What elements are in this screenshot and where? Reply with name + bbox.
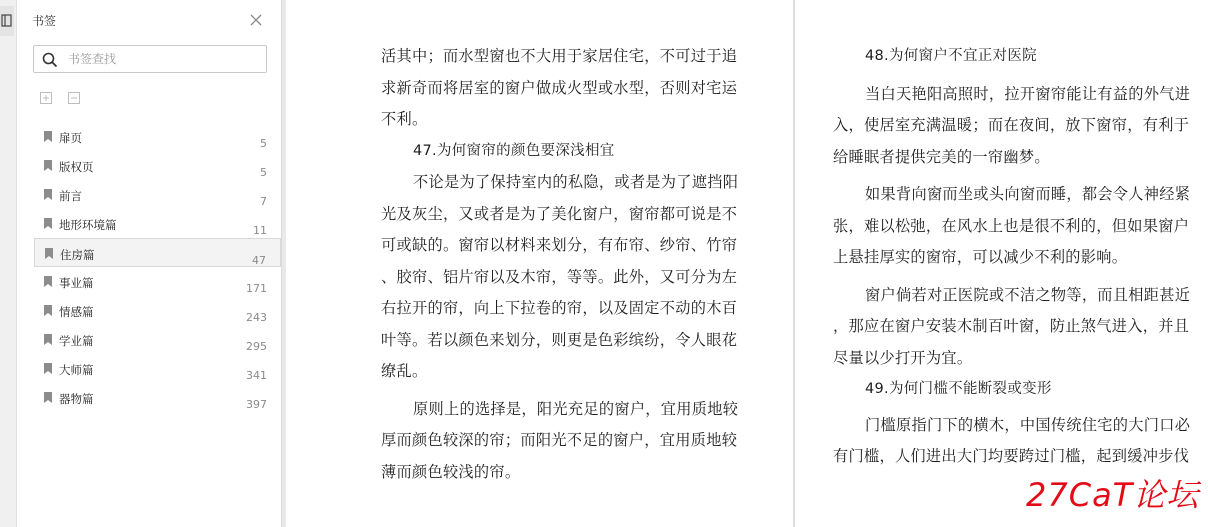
bookmark-item[interactable] (34, 267, 281, 296)
bookmark-icon (44, 363, 52, 374)
bookmark-icon (44, 189, 52, 200)
bookmark-panel-icon (1, 14, 12, 27)
panel-title: 书签 (32, 14, 57, 28)
bookmark-page-number: 11 (253, 224, 267, 237)
text-line: ，那应在窗户安装木制百叶窗，防止煞气进入，并且 (833, 317, 1190, 335)
text-line: 尽量以少打开为宜。 (833, 348, 973, 367)
bookmark-icon (44, 131, 52, 142)
text-line: 原则上的选择是，阳光充足的窗户，宜用质地较 (413, 399, 739, 418)
bookmark-search (33, 45, 267, 73)
text-line: 薄而颜色较浅的帘。 (381, 462, 521, 481)
text-line: 光及灰尘，又或者是为了美化窗户，窗帘都可说是不 (381, 204, 738, 223)
bookmark-icon (44, 218, 52, 229)
bookmark-label: 大师篇 (59, 363, 94, 377)
text-line: 门槛原指门下的横木，中国传统住宅的大门口必 (865, 415, 1191, 434)
bookmark-search-input[interactable] (68, 50, 258, 68)
expand-all-icon (39, 91, 53, 105)
expand-all-button[interactable] (39, 90, 53, 104)
text-line: 不论是为了保持室内的私隐，或者是为了遮挡阳 (413, 173, 739, 191)
text-line: 入，使居室充满温暖；而在夜间，放下窗帘，有利于 (833, 116, 1190, 134)
text-line: 窗户倘若对正医院或不洁之物等，而且相距甚近 (865, 285, 1191, 304)
text-line: 右拉开的帘，向上下拉卷的帘，以及固定不动的木百 (381, 299, 738, 317)
bookmark-icon (45, 248, 53, 259)
text-line: 可或缺的。窗帘以材料来划分，有布帘、纱帘、竹帘 (381, 236, 738, 254)
collapse-all-button[interactable] (67, 90, 81, 104)
watermark: 27CaT论坛 (1026, 476, 1200, 514)
page-right-text (833, 41, 1190, 473)
bookmark-icon (44, 160, 52, 171)
bookmark-item[interactable] (34, 180, 281, 209)
side-rail (0, 0, 17, 527)
text-line: 当白天艳阳高照时，拉开窗帘能让有益的外气进 (865, 84, 1191, 103)
bookmark-item[interactable] (34, 325, 281, 354)
bookmark-page-number: 7 (260, 195, 267, 208)
close-icon (248, 12, 264, 28)
text-line: 活其中；而水型窗也不大用于家居住宅，不可过于追 (381, 47, 738, 65)
bookmark-label: 事业篇 (59, 276, 94, 290)
text-line: 张，难以松弛，在风水上也是很不利的，但如果窗户 (833, 216, 1190, 235)
bookmark-icon (44, 334, 52, 345)
bookmark-icon (44, 276, 52, 287)
bookmark-panel (17, 0, 282, 527)
bookmark-item[interactable] (34, 209, 281, 238)
bookmark-page-number: 47 (252, 254, 266, 267)
bookmark-page-number: 5 (260, 137, 267, 150)
collapse-all-icon (67, 91, 81, 105)
text-line: 上悬挂厚实的窗帘，可以减少不利的影响。 (833, 248, 1128, 266)
text-line: 缭乱。 (381, 362, 428, 380)
document-page-right (795, 0, 1208, 527)
document-page-left (286, 0, 793, 527)
bookmark-item[interactable] (34, 122, 281, 151)
bookmark-item[interactable] (34, 383, 281, 412)
bookmark-page-number: 341 (246, 369, 267, 382)
text-line: 叶等。若以颜色来划分，则更是色彩缤纷，令人眼花 (381, 330, 738, 349)
text-line: 求新奇而将居室的窗户做成火型或水型，否则对宅运 (381, 78, 738, 97)
bookmark-item[interactable] (34, 354, 281, 383)
bookmark-page-number: 5 (260, 166, 267, 179)
search-icon (42, 52, 58, 68)
bookmark-icon (44, 305, 52, 316)
bookmark-label: 扉页 (59, 131, 82, 145)
bookmark-label: 学业篇 (59, 334, 94, 348)
bookmark-item[interactable] (34, 151, 281, 180)
section-heading: 47.为何窗帘的颜色要深浅相宜 (413, 142, 615, 159)
bookmark-page-number: 397 (246, 398, 267, 411)
bookmark-label: 版权页 (59, 160, 94, 174)
text-line: 如果背向窗而坐或头向窗而睡，都会令人神经紧 (865, 185, 1191, 203)
bookmark-label: 情感篇 (59, 305, 94, 319)
bookmark-page-number: 171 (246, 282, 267, 295)
bookmark-item[interactable] (34, 296, 281, 325)
text-line: 厚而颜色较深的帘；而阳光不足的窗户，宜用质地较 (381, 431, 738, 449)
bookmark-page-number: 243 (246, 311, 267, 324)
text-line: 有门槛，人们进出大门均要跨过门槛，起到缓冲步伐 (833, 447, 1190, 465)
bookmark-page-number: 295 (246, 340, 267, 353)
bookmark-label: 前言 (59, 189, 82, 203)
bookmark-item-selected[interactable] (34, 238, 281, 267)
close-button[interactable] (248, 12, 264, 28)
bookmark-tab[interactable] (0, 6, 14, 36)
text-line: 、胶帘、铝片帘以及木帘，等等。此外，又可分为左 (381, 267, 738, 286)
section-heading: 49.为何门槛不能断裂或变形 (865, 381, 1052, 397)
section-heading: 48.为何窗户不宜正对医院 (865, 48, 1037, 64)
bookmark-icon (44, 392, 52, 403)
bookmark-label: 地形环境篇 (59, 218, 117, 232)
page-left-text (381, 41, 738, 488)
text-line: 给睡眠者提供完美的一帘幽梦。 (833, 147, 1050, 166)
bookmark-label: 住房篇 (60, 248, 95, 262)
bookmark-label: 器物篇 (59, 392, 94, 406)
bookmark-list (34, 122, 281, 412)
text-line: 不利。 (381, 110, 428, 128)
